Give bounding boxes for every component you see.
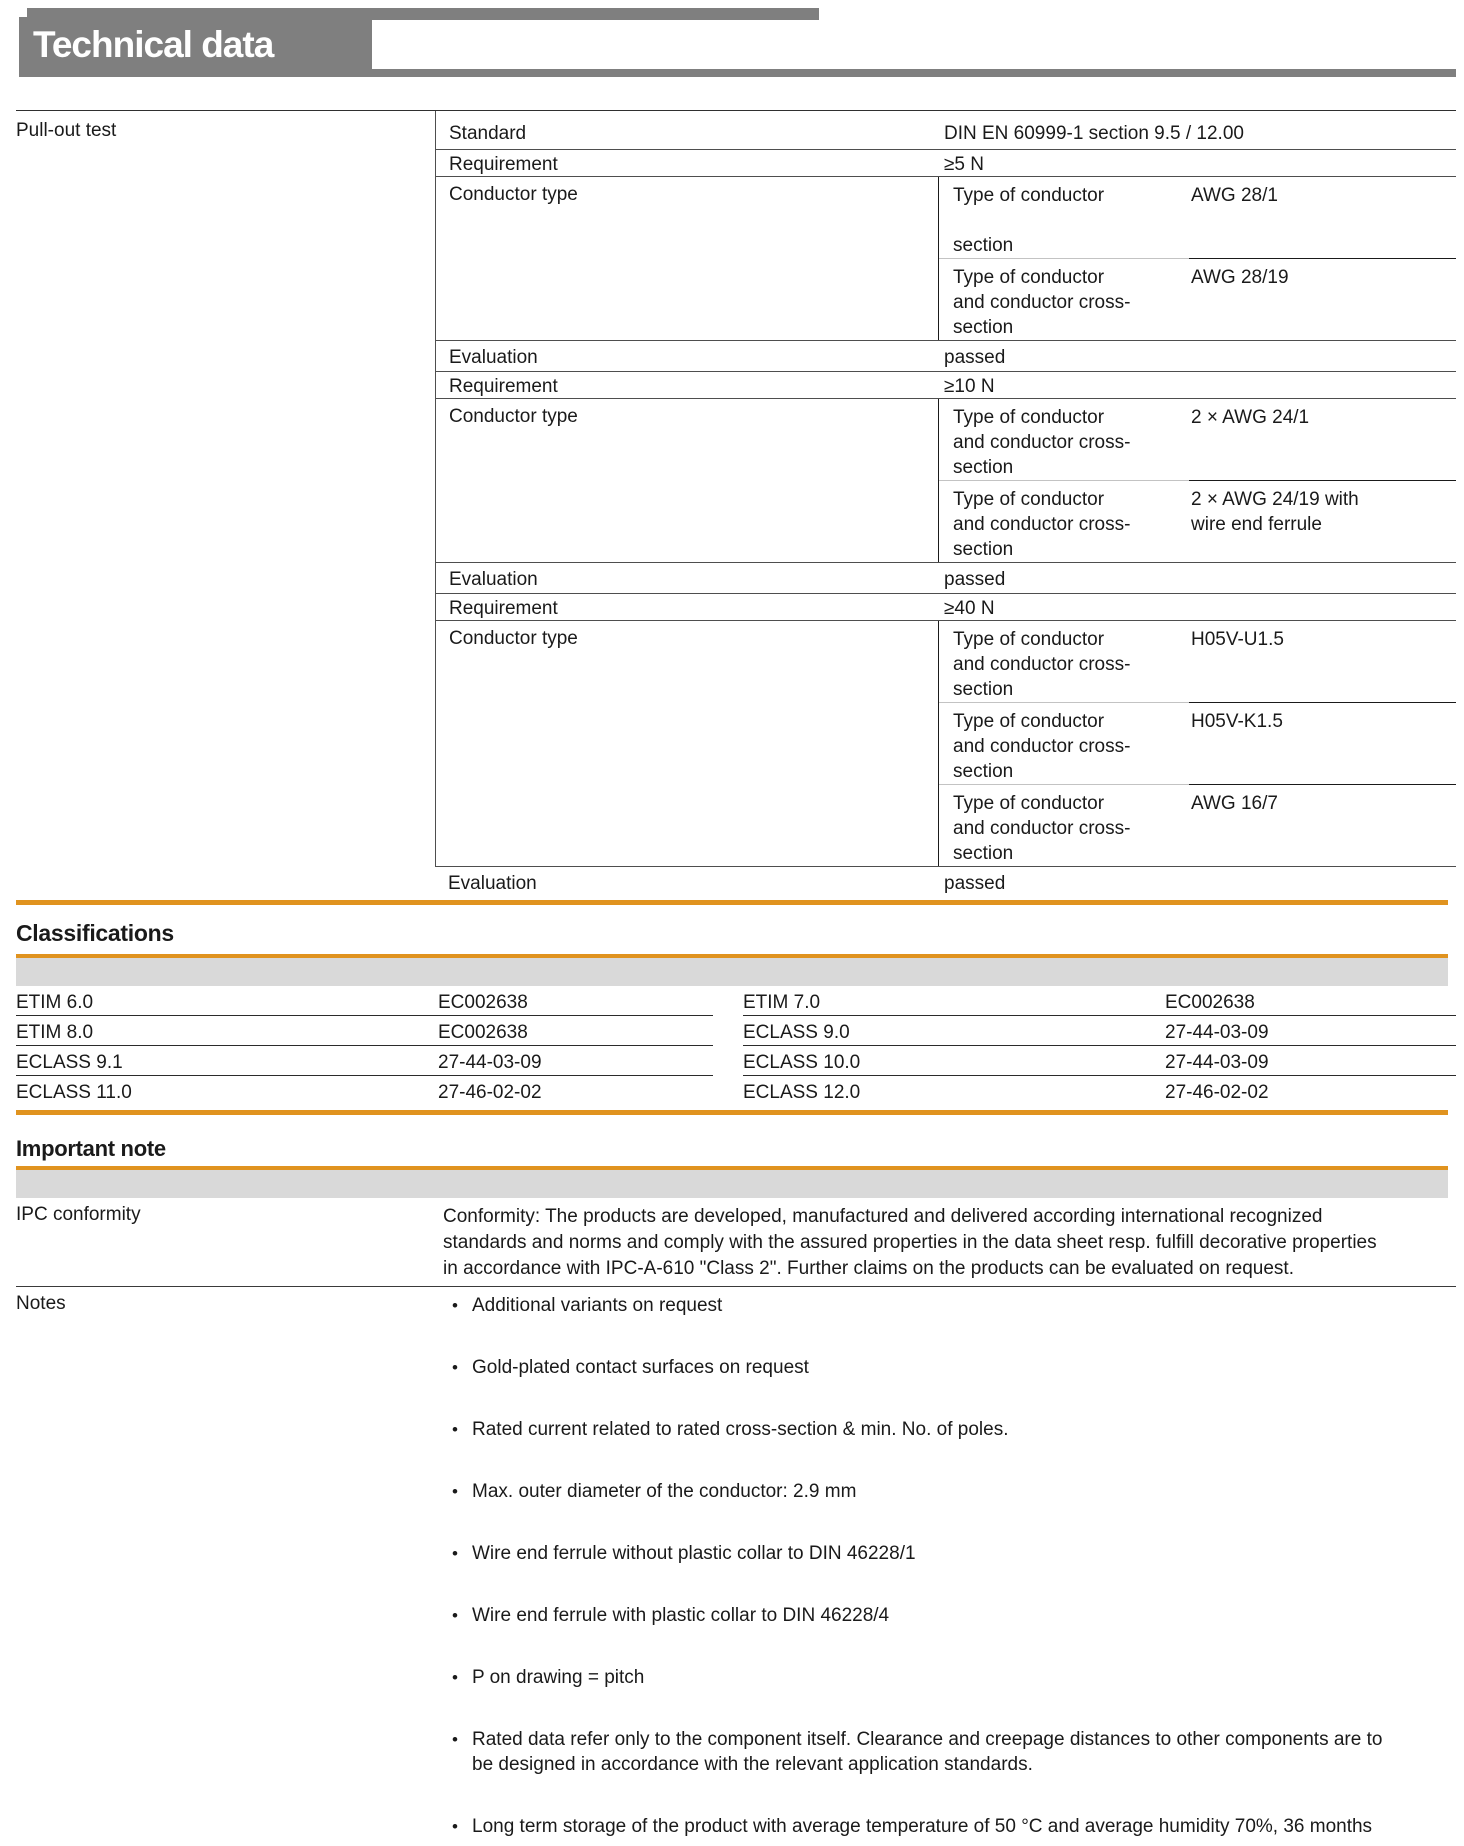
- subrow-label: Type of conductor and conductor cross- section: [953, 629, 1131, 700]
- note-item: • Additional variants on request: [443, 1293, 1456, 1318]
- table-row: [435, 176, 1456, 340]
- classification-value: EC002638: [1165, 992, 1255, 1013]
- ipc-text: Conformity: The products are developed, manufactured and delivered according international recognized standards and norms and comply with the assured properties in the data sheet resp. fulfill decorative properties in accordance with IPC-A-610 "Class 2". Further claims on the products can be evaluated on request.: [443, 1206, 1377, 1279]
- table-row: [435, 866, 1456, 896]
- row-label: Evaluation: [448, 873, 537, 894]
- table-row: [435, 111, 1456, 149]
- conductor-subtable: [938, 399, 1456, 562]
- row-value: ≥5 N: [944, 154, 984, 175]
- classification-row: [16, 1016, 713, 1046]
- row-label: Conductor type: [435, 177, 938, 340]
- subrow-value: 2 × AWG 24/19 with wire end ferrule: [1189, 480, 1456, 562]
- notes-row: [16, 1286, 1456, 1846]
- subrow-value: AWG 28/19: [1189, 258, 1456, 340]
- row-label: Standard: [435, 111, 938, 149]
- conductor-subrow: [939, 621, 1456, 702]
- note-item: • Wire end ferrule without plastic collar to DIN 46228/1: [443, 1541, 1456, 1566]
- notes-list: [443, 1293, 1456, 1846]
- page-title: Technical data: [33, 24, 274, 65]
- subrow-label: Type of conductor section: [953, 185, 1105, 256]
- table-row: [435, 340, 1456, 371]
- row-label: Requirement: [435, 372, 938, 398]
- conductor-subtable: [938, 621, 1456, 866]
- classification-row: [16, 1046, 713, 1076]
- classification-row: [743, 1046, 1456, 1076]
- content: [0, 110, 1464, 1846]
- note-item: • P on drawing = pitch: [443, 1665, 1456, 1690]
- section-divider-orange: [16, 1110, 1448, 1115]
- important-note-heading: Important note: [16, 1136, 166, 1161]
- classification-row: [16, 1076, 713, 1106]
- row-value: passed: [944, 873, 1006, 894]
- conductor-subtable: [938, 177, 1456, 340]
- classification-label: ETIM 6.0: [16, 992, 94, 1013]
- table-row: [435, 398, 1456, 562]
- subrow-value: H05V-U1.5: [1191, 629, 1284, 650]
- row-value: DIN EN 60999-1 section 9.5 / 12.00: [944, 123, 1244, 144]
- note-item: • Long term storage of the product with average temperature of 50 °C and average humidity 70%, 36 months: [443, 1814, 1456, 1839]
- title-box: [19, 17, 372, 77]
- note-item: • Max. outer diameter of the conductor: 2.9 mm: [443, 1479, 1456, 1504]
- note-item: • Wire end ferrule with plastic collar to DIN 46228/4: [443, 1603, 1456, 1628]
- row-label: Requirement: [435, 150, 938, 176]
- classification-label: ETIM 8.0: [16, 1022, 94, 1043]
- subrow-label: Type of conductor and conductor cross- section: [939, 480, 1189, 562]
- note-item: • Rated current related to rated cross-section & min. No. of poles.: [443, 1417, 1456, 1442]
- row-value: [938, 621, 1456, 866]
- classification-label: ECLASS 12.0: [743, 1082, 861, 1103]
- conductor-subrow: [939, 784, 1456, 866]
- classification-row: [743, 986, 1456, 1016]
- important-note-gray-bar: [16, 1170, 1448, 1198]
- title-bar: [372, 69, 1456, 77]
- note-item: • Rated data refer only to the component itself. Clearance and creepage distances to other components are to be designed in accordance with the relevant application standards.: [443, 1727, 1456, 1777]
- conductor-subrow: [939, 258, 1456, 340]
- classification-value: 27-46-02-02: [1165, 1082, 1269, 1103]
- row-value: passed: [944, 569, 1006, 590]
- classification-row: [16, 986, 713, 1016]
- row-value: passed: [944, 347, 1006, 368]
- ipc-row: [16, 1198, 1456, 1286]
- row-value: ≥40 N: [944, 598, 995, 619]
- row-label: Evaluation: [435, 563, 938, 593]
- note-item: • Gold-plated contact surfaces on request: [443, 1355, 1456, 1380]
- classification-row: [743, 1076, 1456, 1106]
- conductor-subrow: [939, 399, 1456, 480]
- subrow-value: AWG 16/7: [1189, 784, 1456, 866]
- subrow-value: AWG 28/1: [1191, 185, 1278, 206]
- subrow-label: Type of conductor and conductor cross- section: [939, 784, 1189, 866]
- classification-label: ETIM 7.0: [743, 992, 821, 1013]
- row-value: ≥10 N: [944, 376, 995, 397]
- pullout-table: [435, 111, 1456, 896]
- classifications-heading: Classifications: [16, 920, 174, 946]
- classifications-table: [16, 986, 1456, 1106]
- classification-block-right: [743, 986, 1456, 1106]
- conductor-subrow: [939, 177, 1456, 258]
- classification-value: 27-44-03-09: [1165, 1022, 1269, 1043]
- subrow-label: Type of conductor and conductor cross- section: [939, 258, 1189, 340]
- row-value: [938, 399, 1456, 562]
- subrow-label: Type of conductor and conductor cross- section: [939, 702, 1189, 784]
- classification-value: 27-46-02-02: [438, 1082, 542, 1103]
- row-label: Conductor type: [435, 621, 938, 866]
- classification-block-left: [16, 986, 713, 1106]
- classification-label: ECLASS 10.0: [743, 1052, 861, 1073]
- classification-value: EC002638: [438, 992, 528, 1013]
- table-row: [435, 149, 1456, 176]
- classifications-gray-bar: [16, 958, 1448, 986]
- table-row: [435, 593, 1456, 620]
- classification-label: ECLASS 9.1: [16, 1052, 123, 1073]
- subrow-label: Type of conductor and conductor cross- section: [953, 407, 1131, 478]
- classification-value: EC002638: [438, 1022, 528, 1043]
- row-label: Evaluation: [435, 341, 938, 371]
- classification-label: ECLASS 11.0: [16, 1082, 132, 1103]
- section-divider-orange: [16, 900, 1448, 905]
- classification-row: [743, 1016, 1456, 1046]
- conductor-subrow: [939, 702, 1456, 784]
- subrow-value: 2 × AWG 24/1: [1191, 407, 1310, 428]
- subrow-value: H05V-K1.5: [1189, 702, 1456, 784]
- classification-value: 27-44-03-09: [438, 1052, 542, 1073]
- row-label: Conductor type: [435, 399, 938, 562]
- row-value: [938, 177, 1456, 340]
- classification-value: 27-44-03-09: [1165, 1052, 1269, 1073]
- conductor-subrow: [939, 480, 1456, 562]
- table-row: [435, 371, 1456, 398]
- table-row: [435, 620, 1456, 866]
- pullout-section-label: Pull-out test: [16, 120, 117, 141]
- table-row: [435, 562, 1456, 593]
- row-label: Requirement: [435, 594, 938, 620]
- ipc-label: IPC conformity: [16, 1204, 141, 1225]
- notes-label: Notes: [16, 1293, 66, 1314]
- classification-label: ECLASS 9.0: [743, 1022, 850, 1043]
